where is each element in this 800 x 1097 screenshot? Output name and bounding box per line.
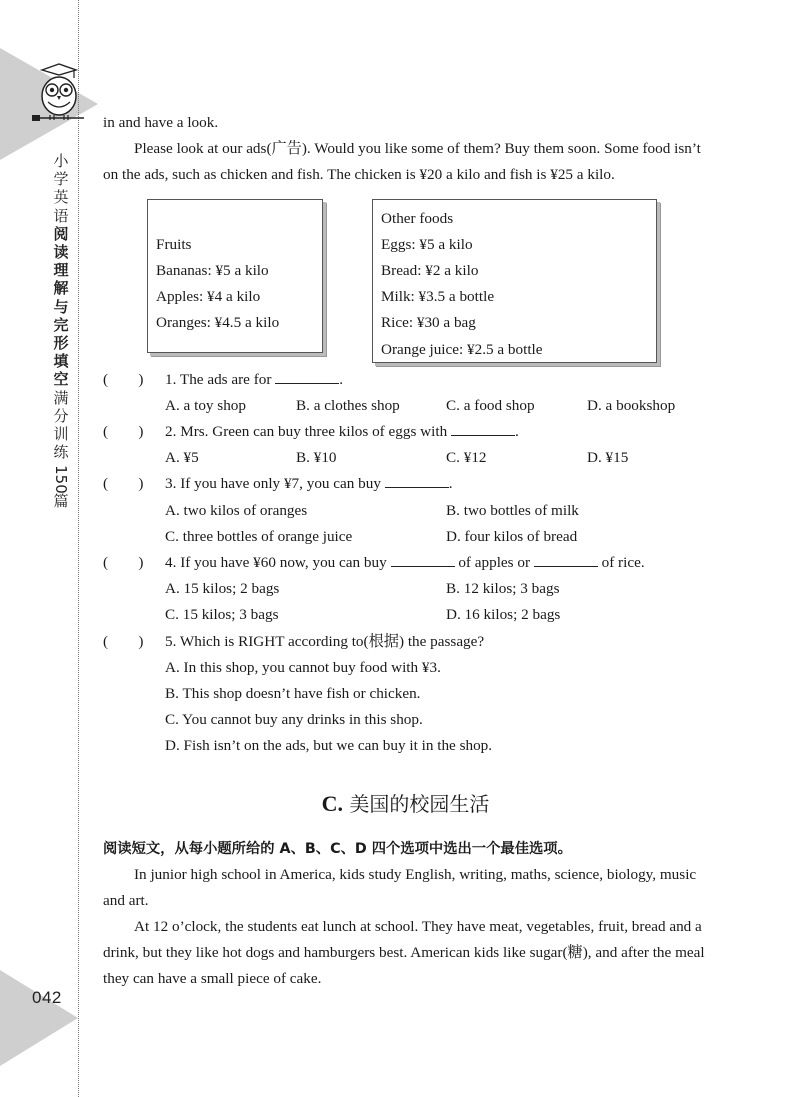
option-a[interactable]: A. a toy shop (165, 396, 246, 414)
fruits-ad-item: Oranges: ¥4.5 a kilo (156, 314, 280, 332)
ads-boxes (103, 199, 708, 367)
answer-blank[interactable] (385, 471, 449, 488)
page-number: 042 (32, 988, 62, 1007)
passage-paragraph: At 12 o’clock, the students eat lunch at school. They have meat, vegetables, fruit, bread and a drink, but they like hot dogs and hamburgers best. American kids like sugar(糖), and after the meal they can have a small piece of cake. (103, 918, 705, 988)
question-3-options-row1 (103, 498, 708, 524)
answer-bracket[interactable]: ( ) (103, 554, 144, 572)
binding-dotted-line (78, 0, 79, 1097)
section-heading (103, 790, 708, 818)
option-a[interactable]: A. 15 kilos; 2 bags (165, 580, 280, 598)
spine-title-part2: 满分训练 (53, 388, 69, 462)
answer-blank[interactable] (451, 419, 515, 436)
option-d[interactable]: D. Fish isn’t on the ads, but we can buy it in the shop. (165, 737, 493, 755)
option-a[interactable]: A. two kilos of oranges (165, 501, 308, 519)
other-foods-ad-item: Milk: ¥3.5 a bottle (381, 288, 495, 306)
question-stem: 4. If you have ¥60 now, you can buy (165, 554, 387, 572)
answer-bracket[interactable]: ( ) (103, 632, 144, 650)
option-a[interactable]: A. In this shop, you cannot buy food with ¥3. (165, 658, 441, 676)
instruction: 阅读短文，从每小题所给的 A、B、C、D 四个选项中选出一个最佳选项。 (103, 840, 572, 857)
option-c[interactable]: C. ¥12 (446, 449, 487, 467)
spine-title-bold: 阅读理解与完形填空 (53, 224, 69, 389)
passage-paragraph: In junior high school in America, kids study English, writing, maths, science, biology, music and art. (103, 865, 697, 909)
corner-triangle-bottom (0, 970, 78, 1066)
question-stem-end: of rice. (601, 554, 645, 572)
option-b[interactable]: B. two bottles of milk (446, 501, 579, 519)
answer-blank[interactable] (391, 550, 455, 567)
question-2-options (103, 445, 708, 471)
question-4-options-row2 (103, 602, 708, 628)
option-d[interactable]: D. four kilos of bread (446, 527, 578, 545)
fruits-ad-title: Fruits (156, 235, 192, 253)
question-stem-end: . (339, 370, 344, 388)
answer-bracket[interactable]: ( ) (103, 423, 144, 441)
question-stem-end: . (448, 475, 453, 493)
question-2 (103, 419, 708, 445)
passage-line: in and have a look. (103, 114, 219, 131)
option-c[interactable]: C. You cannot buy any drinks in this shop. (165, 711, 423, 729)
other-foods-ad-title: Other foods (381, 209, 454, 227)
other-foods-ad-box (372, 199, 657, 363)
fruits-ad-box (147, 199, 323, 353)
option-c[interactable]: C. three bottles of orange juice (165, 527, 353, 545)
fruits-ad-item: Apples: ¥4 a kilo (156, 288, 261, 306)
answer-blank[interactable] (275, 367, 339, 384)
section-title: 美国的校园生活 (349, 791, 490, 816)
question-5 (103, 629, 708, 655)
book-title-spine (50, 152, 72, 510)
option-d[interactable]: D. ¥15 (587, 449, 629, 467)
other-foods-ad-item: Rice: ¥30 a bag (381, 314, 476, 332)
question-1 (103, 367, 708, 393)
question-stem: 3. If you have only ¥7, you can buy (165, 475, 381, 493)
option-b[interactable]: B. ¥10 (296, 449, 337, 467)
option-b[interactable]: B. This shop doesn’t have fish or chicken. (165, 685, 421, 703)
option-a[interactable]: A. ¥5 (165, 449, 199, 467)
passage-paragraph: Please look at our ads(广告). Would you like some of them? Buy them soon. Some food isn’t on the ads, such as chicken and fish. The chicken is ¥20 a kilo and fish is ¥25 a kilo. (103, 140, 701, 184)
page-content (103, 110, 708, 993)
question-4-options-row1 (103, 576, 708, 602)
option-b[interactable]: B. 12 kilos; 3 bags (446, 580, 560, 598)
question-stem: 2. Mrs. Green can buy three kilos of eggs with (165, 423, 448, 441)
section-letter: C. (321, 790, 344, 816)
question-3-options-row2 (103, 524, 708, 550)
question-1-options (103, 393, 708, 419)
option-c[interactable]: C. a food shop (446, 396, 535, 414)
option-d[interactable]: D. a bookshop (587, 396, 676, 414)
answer-bracket[interactable]: ( ) (103, 475, 144, 493)
answer-blank[interactable] (534, 550, 598, 567)
option-b[interactable]: B. a clothes shop (296, 396, 400, 414)
answer-bracket[interactable]: ( ) (103, 370, 144, 388)
owl-mascot-icon (30, 62, 88, 132)
question-stem: 1. The ads are for (165, 370, 272, 388)
question-3 (103, 471, 708, 497)
question-4 (103, 550, 708, 576)
option-d[interactable]: D. 16 kilos; 2 bags (446, 606, 561, 624)
question-stem: 5. Which is RIGHT according to(根据) the passage? (165, 632, 485, 650)
question-stem-end: . (514, 423, 519, 441)
question-stem-mid: of apples or (458, 554, 531, 572)
other-foods-ad-item: Eggs: ¥5 a kilo (381, 235, 473, 253)
other-foods-ad-item: Orange juice: ¥2.5 a bottle (381, 340, 543, 358)
spine-title-number: 150 (52, 465, 71, 495)
option-c[interactable]: C. 15 kilos; 3 bags (165, 606, 279, 624)
fruits-ad-item: Bananas: ¥5 a kilo (156, 261, 269, 279)
spine-title-part1: 小学英语 (53, 152, 69, 225)
spine-title-part3: 篇 (53, 491, 69, 510)
other-foods-ad-item: Bread: ¥2 a kilo (381, 262, 479, 280)
